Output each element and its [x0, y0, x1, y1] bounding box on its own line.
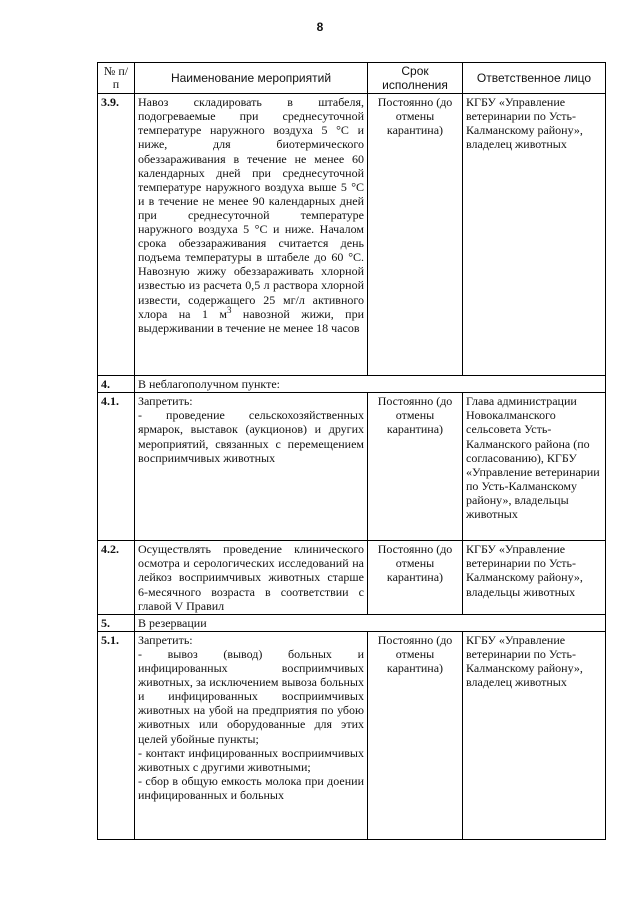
section-title: В резервации	[135, 614, 606, 631]
header-responsible: Ответственное лицо	[463, 63, 606, 94]
row-description: Запретить: - вывоз (вывод) больных и инфицированных восприимчивых животных, за исключением вывоза больных и инфицированных восприимчивых животных на убой на предприятия по убою животных или оборудованные для этих целей убойные пункты; - контакт инфицированных восприимчивых животных с другими животными; - сбор в общую емкость молока при доении инфицированных и больных	[135, 631, 368, 839]
measures-table	[97, 62, 606, 840]
row-description: Осуществлять проведение клинического осмотра и серологических исследований на лейкоз восприимчивых животных старше 6-месячного возраста в соответствии с главой V Правил	[135, 541, 368, 614]
row-responsible: КГБУ «Управление ветеринарии по Усть-Калманскому району», владельцы животных	[463, 541, 606, 614]
section-row	[98, 614, 606, 631]
row-deadline: Постоянно (до отмены карантина)	[368, 393, 463, 541]
table-header-row	[98, 63, 606, 94]
row-description	[135, 94, 368, 376]
row-responsible: Глава администрации Новокалманского сельсовета Усть-Калманского района (по согласованию), КГБУ «Управление ветеринарии по Усть-Калманскому району», владельцы животных	[463, 393, 606, 541]
header-deadline: Срок исполнения	[368, 63, 463, 94]
table-row	[98, 631, 606, 839]
page-number: 8	[316, 20, 324, 34]
header-number: № п/п	[98, 63, 135, 94]
row-number: 4.1.	[98, 393, 135, 541]
table-row	[98, 94, 606, 376]
section-number: 4.	[98, 376, 135, 393]
row-description: Запретить: - проведение сельскохозяйственных ярмарок, выставок (аукционов) и других мероприятий, связанных с перемещением восприимчивых животных	[135, 393, 368, 541]
row-description-text: Навоз складировать в штабеля, подогреваемые при среднесуточной температуре наружного воздуха 5 °С и ниже, для биотермического обеззараживания в течение не менее 60 календарных дней при среднесуточной температуре наружного воздуха выше 5 °С и в течение не менее 90 календарных дней при среднесуточной температуре наружного воздуха 5 °С и ниже. Началом срока обеззараживания считается день подъема температуры в штабеле до 60 °С. Навозную жижу обеззараживать хлорной известью из расчета 0,5 л раствора хлорной извести, содержащего 25 мг/л активного хлора на 1 м	[138, 95, 364, 321]
section-number: 5.	[98, 614, 135, 631]
section-row	[98, 376, 606, 393]
row-deadline: Постоянно (до отмены карантина)	[368, 94, 463, 376]
row-deadline: Постоянно (до отмены карантина)	[368, 631, 463, 839]
row-number: 3.9.	[98, 94, 135, 376]
row-responsible: КГБУ «Управление ветеринарии по Усть-Калманскому району», владелец животных	[463, 631, 606, 839]
row-number: 5.1.	[98, 631, 135, 839]
table-row	[98, 393, 606, 541]
table-row	[98, 541, 606, 614]
row-description-tail: навозной жижи, при выдерживании в течение не менее 18 часов	[138, 306, 364, 335]
superscript: 3	[226, 304, 232, 315]
row-responsible: КГБУ «Управление ветеринарии по Усть-Калманскому району», владелец животных	[463, 94, 606, 376]
row-deadline: Постоянно (до отмены карантина)	[368, 541, 463, 614]
header-measure-name: Наименование мероприятий	[135, 63, 368, 94]
section-title: В неблагополучном пункте:	[135, 376, 606, 393]
row-number: 4.2.	[98, 541, 135, 614]
